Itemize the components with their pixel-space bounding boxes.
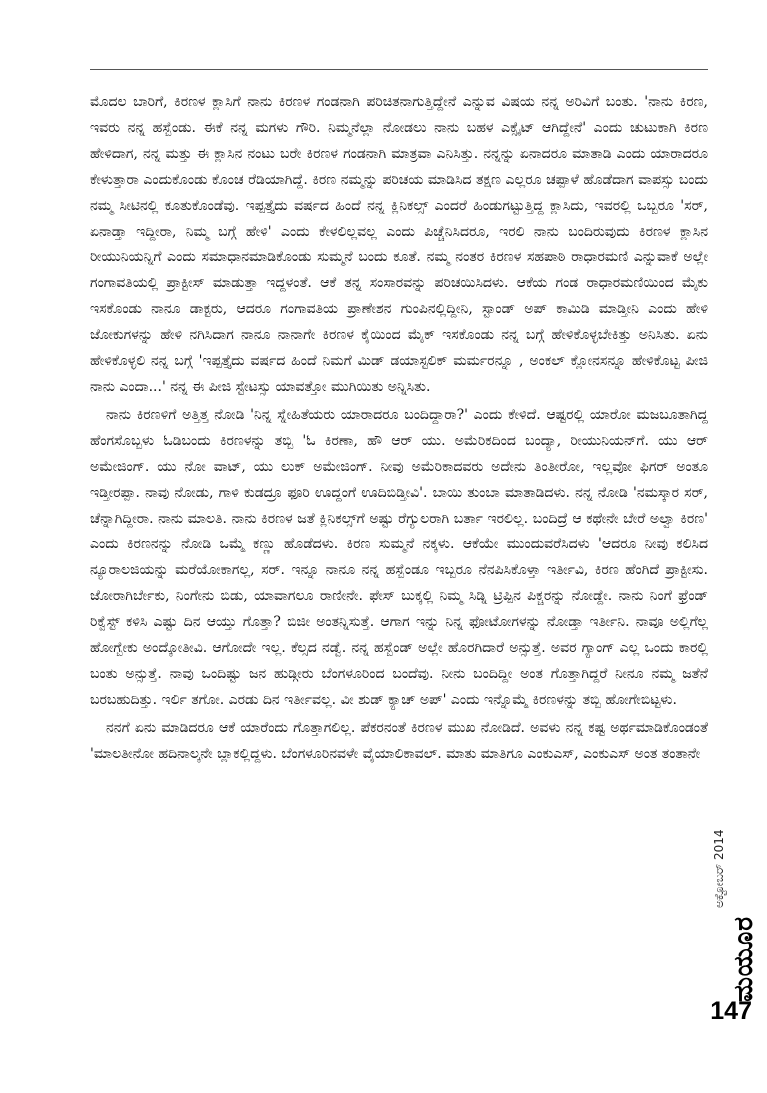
- page-number: 147: [710, 997, 752, 1025]
- article-body: [90, 90, 708, 770]
- masthead-logo-text: ಮಯೂರ: [729, 916, 759, 1002]
- issue-date-label: ಅಕ್ಟೋಬರ್ 2014: [712, 829, 726, 908]
- header-rule: [90, 69, 708, 70]
- article-paragraph-3: ನನಗೆ ಏನು ಮಾಡಿದರೂ ಆಕೆ ಯಾರೆಂದು ಗೊತ್ತಾಗಲಿಲ್ಲ. ಪೆಕರನಂತೆ ಕಿರಣಳ ಮುಖ ನೋಡಿದೆ. ಅವಳು ನನ್ನ ಕಷ್ಟ ಅರ್ಥಮಾಡಿಕೊಂಡಂತೆ 'ಮಾಲತೀನೋ ಹದಿನಾಲ್ಕನೇ ಬ್ಲಾಕಲ್ಲಿದ್ದಳು. ಬೆಂಗಳೂರಿನವಳೇ ವೈಯಾಲಿಕಾವಲ್. ಮಾತು ಮಾತಿಗೂ ಎಂಕುಎಸ್, ಎಂಕುಎಸ್ ಅಂತ ತಂತಾನೇ: [90, 719, 708, 762]
- article-paragraph-1: ಮೊದಲ ಬಾರಿಗೆ, ಕಿರಣಳ ಕ್ಲಾಸಿಗೆ ನಾನು ಕಿರಣಳ ಗಂಡನಾಗಿ ಪರಿಚಿತನಾಗುತ್ತಿದ್ದೇನೆ ಎನ್ನುವ ವಿಷಯ ನನ್ನ ಅರಿವಿಗೆ ಬಂತು. 'ನಾನು ಕಿರಣ, ಇವರು ನನ್ನ ಹಸ್ಬೆಂಡು. ಈಕೆ ನನ್ನ ಮಗಳು ಗೌರಿ. ನಿಮ್ಮನೆಲ್ಲಾ ನೋಡಲು ನಾನು ಬಹಳ ಎಕ್ಸೈಟ್ ಆಗಿದ್ದೇನೆ' ಎಂದು ಚುಟುಕಾಗಿ ಕಿರಣ ಹೇಳಿದಾಗ, ನನ್ನ ಮತ್ತು ಈ ಕ್ಲಾಸಿನ ನಂಟು ಬರೇ ಕಿರಣಳ ಗಂಡನಾಗಿ ಮಾತ್ರವಾ ಎನಿಸಿತ್ತು. ನನ್ನನ್ನು ಏನಾದರೂ ಮಾತಾಡಿ ಎಂದು ಯಾರಾದರೂ ಕೇಳುತ್ತಾರಾ ಎಂದುಕೊಂಡು ಕೊಂಚ ರೆಡಿಯಾಗಿದ್ದೆ. ಕಿರಣ ನಮ್ಮನ್ನು ಪರಿಚಯ ಮಾಡಿಸಿದ ತಕ್ಷಣ ಎಲ್ಲರೂ ಚಪ್ಪಾಳೆ ಹೊಡೆದಾಗ ವಾಪಸ್ಸು ಬಂದು ನಮ್ಮ ಸೀಟಿನಲ್ಲಿ ಕೂತುಕೊಂಡೆವು. ಇಪ್ಪತ್ತೈದು ವರ್ಷದ ಹಿಂದೆ ನನ್ನ ಕ್ಲಿನಿಕಲ್ಸ್ ಎಂದರೆ ಹಿಂಡುಗಟ್ಟುತ್ತಿದ್ದ ಕ್ಲಾಸಿದು, ಇವರಲ್ಲಿ ಒಬ್ಬರೂ 'ಸರ್, ಏನಾಡ್ತಾ ಇದ್ದೀರಾ, ನಿಮ್ಮ ಬಗ್ಗೆ ಹೇಳಿ' ಎಂದು ಕೇಳಲಿಲ್ಲವಲ್ಲ ಎಂದು ಪಿಚ್ಚೆನಿಸಿದರೂ, ಇರಲಿ ನಾನು ಬಂದಿರುವುದು ಕಿರಣಳ ಕ್ಲಾಸಿನ ರೀಯುನಿಯನ್ನಿಗೆ ಎಂದು ಸಮಾಧಾನಮಾಡಿಕೊಂಡು ಸುಮ್ಮನೆ ಬಂದು ಕೂತೆ. ನಮ್ಮ ನಂತರ ಕಿರಣಳ ಸಹಪಾಠಿ ರಾಧಾರಮಣಿ ಎನ್ನುವಾಕೆ ಅಲ್ಲೇ ಗಂಗಾವತಿಯಲ್ಲಿ ಪ್ರಾಕ್ಟೀಸ್ ಮಾಡುತ್ತಾ ಇದ್ದಳಂತೆ. ಆಕೆ ತನ್ನ ಸಂಸಾರವನ್ನು ಪರಿಚಯಿಸಿದಳು. ಆಕೆಯ ಗಂಡ ರಾಧಾರಮಣಿಯಿಂದ ಮೈಕು ಇಸಕೊಂಡು ನಾನೂ ಡಾಕ್ಟರು, ಆದರೂ ಗಂಗಾವತಿಯ ಪ್ರಾಣೇಶನ ಗುಂಪಿನಲ್ಲಿದ್ದೀನಿ, ಸ್ಟಾಂಡ್ ಅಪ್ ಕಾಮಿಡಿ ಮಾಡ್ತೀನಿ ಎಂದು ಹೇಳಿ ಜೋಕುಗಳನ್ನು ಹೇಳಿ ನಗಿಸಿದಾಗ ನಾನೂ ನಾನಾಗೇ ಕಿರಣಳ ಕೈಯಿಂದ ಮೈಕ್ ಇಸಕೊಂಡು ನನ್ನ ಬಗ್ಗೆ ಹೇಳಿಕೊಳ್ಳಬೇಕಿತ್ತು ಅನಿಸಿತು. ಏನು ಹೇಳಿಕೊಳ್ಳಲಿ ನನ್ನ ಬಗ್ಗೆ 'ಇಪ್ಪತ್ತೈದು ವರ್ಷದ ಹಿಂದೆ ನಿಮಗೆ ಮಿಡ್ ಡಯಾಸ್ಟಲಿಕ್ ಮರ್ಮರನ್ನೂ , ಅಂಕಲ್ ಕ್ಲೋನಸನ್ನೂ ಹೇಳಿಕೊಟ್ಟ ಪೀಜಿ ನಾನು ಎಂದಾ...' ನನ್ನ ಈ ಪೀಜಿ ಸ್ಟೇಟಸ್ಸು ಯಾವತ್ತೋ ಮುಗಿಯಿತು ಅನ್ನಿಸಿತು.: [90, 94, 708, 395]
- article-paragraph-2: ನಾನು ಕಿರಣಳಿಗೆ ಅತ್ತಿತ್ತ ನೋಡಿ 'ನಿನ್ನ ಸ್ನೇಹಿತೆಯರು ಯಾರಾದರೂ ಬಂದಿದ್ದಾರಾ?' ಎಂದು ಕೇಳಿದೆ. ಆಷ್ಟರಲ್ಲಿ ಯಾರೋ ಮಜಬೂತಾಗಿದ್ದ ಹೆಂಗಸೊಬ್ಬಳು ಓಡಿಬಂದು ಕಿರಣಳನ್ನು ತಬ್ಬಿ 'ಓ ಕಿರಣಾ, ಹೌ ಆರ್ ಯು. ಅಮೆರಿಕದಿಂದ ಬಂದ್ಯಾ, ರೀಯುನಿಯನ್‌ಗೆ. ಯು ಆರ್ ಅಮೇಜಿಂಗ್. ಯು ನೋ ವಾಟ್, ಯು ಲುಕ್ ಅಮೇಜಿಂಗ್. ನೀವು ಅಮೆರಿಕಾದವರು ಅದೇನು ತಿಂತೀರೋ, ಇಲ್ಲವೋ ಫಿಗರ್ ಅಂತೂ ಇಡ್ತೀರಪ್ಪಾ. ನಾವು ನೋಡು, ಗಾಳಿ ಕುಡದ್ರೂ ಫೂರಿ ಊದ್ದಂಗೆ ಊದಿಬಿಡ್ತೀವಿ'. ಬಾಯಿ ತುಂಬಾ ಮಾತಾಡಿದಳು. ನನ್ನ ನೋಡಿ 'ನಮಸ್ಕಾರ ಸರ್, ಚೆನ್ನಾಗಿದ್ದೀರಾ. ನಾನು ಮಾಲತಿ. ನಾನು ಕಿರಣಳ ಜತೆ ಕ್ಲಿನಿಕಲ್ಸ್‌ಗೆ ಅಷ್ಟು ರೆಗ್ಯುಲರಾಗಿ ಬರ್ತಾ ಇರಲಿಲ್ಲ. ಬಂದಿದ್ರೆ ಆ ಕಥೇನೇ ಬೇರೆ ಅಲ್ವಾ ಕಿರಣ' ಎಂದು ಕಿರಣನನ್ನು ನೋಡಿ ಒಮ್ಮೆ ಕಣ್ಣು ಹೊಡೆದಳು. ಕಿರಣ ಸುಮ್ಮನೆ ನಕ್ಕಳು. ಆಕೆಯೇ ಮುಂದುವರೆಸಿದಳು 'ಆದರೂ ನೀವು ಕಲಿಸಿದ ನ್ಯೂರಾಲಜಿಯನ್ನು ಮರೆಯೋಕಾಗಲ್ಲ, ಸರ್. ಇನ್ನೂ ನಾನೂ ನನ್ನ ಹಸ್ಬೆಂಡೂ ಇಬ್ಬರೂ ನೆನಪಿಸಿಕೊಳ್ತಾ ಇರ್ತೀವಿ, ಕಿರಣ ಹೆಂಗಿದೆ ಪ್ರಾಕ್ಟೀಸು. ಜೋರಾಗಿರ್ಬೇಕು, ನಿಂಗೇನು ಬಿಡು, ಯಾವಾಗಲೂ ರಾಣೀನೇ. ಫೇಸ್ ಬುಕ್ಕಲ್ಲಿ ನಿಮ್ಮ ಸಿಡ್ನಿ ಟ್ರಿಪ್ಪಿನ ಪಿಕ್ಚರನ್ನು ನೋಡ್ದೇ. ನಾನು ನಿಂಗೆ ಫ್ರೆಂಡ್ ರಿಕ್ವೆಸ್ಟ್ ಕಳಿಸಿ ಎಷ್ಟು ದಿನ ಆಯ್ತು ಗೊತ್ತಾ? ಬಿಜೀ ಅಂತನ್ನಿಸುತ್ತೆ. ಆಗಾಗ ಇನ್ನು ನಿನ್ನ ಫೋಟೋಗಳನ್ನು ನೋಡ್ತಾ ಇರ್ತೀನಿ. ನಾವೂ ಅಲ್ಲಿಗೆಲ್ಲ ಹೋಗ್ಬೇಕು ಅಂದ್ಕೋತೀವಿ. ಆಗೋದೇ ಇಲ್ಲ. ಕೆಲ್ಸದ ನಡ್ವೆ. ನನ್ನ ಹಸ್ಬೆಂಡ್ ಅಲ್ಲೇ ಹೊರಗಿದಾರೆ ಅನ್ಸುತ್ತೆ. ಅವರ ಗ್ಯಾಂಗ್ ಎಲ್ಲ ಒಂದು ಕಾರಲ್ಲಿ ಬಂತು ಅನ್ಸುತ್ತೆ. ನಾವು ಒಂದಿಷ್ಟು ಜನ ಹುಡ್ಗೀರು ಬೆಂಗಳೂರಿಂದ ಬಂದೆವು. ನೀನು ಬಂದಿದ್ದೀ ಅಂತ ಗೊತ್ತಾಗಿದ್ದರೆ ನೀನೂ ನಮ್ಮ ಜತೆನೆ ಬರಬಹುದಿತ್ತು. ಇರ್ಲಿ ತಗೋ. ಎರಡು ದಿನ ಇರ್ತೀವಲ್ಲ. ವೀ ಶುಡ್ ಕ್ಯಾಚ್ ಅಪ್' ಎಂದು ಇನ್ನೊಮ್ಮೆ ಕಿರಣಳನ್ನು ತಬ್ಬಿ ಹೋಗೇಬಿಟ್ಟಳು.: [90, 406, 708, 708]
- magazine-masthead: [729, 918, 759, 1000]
